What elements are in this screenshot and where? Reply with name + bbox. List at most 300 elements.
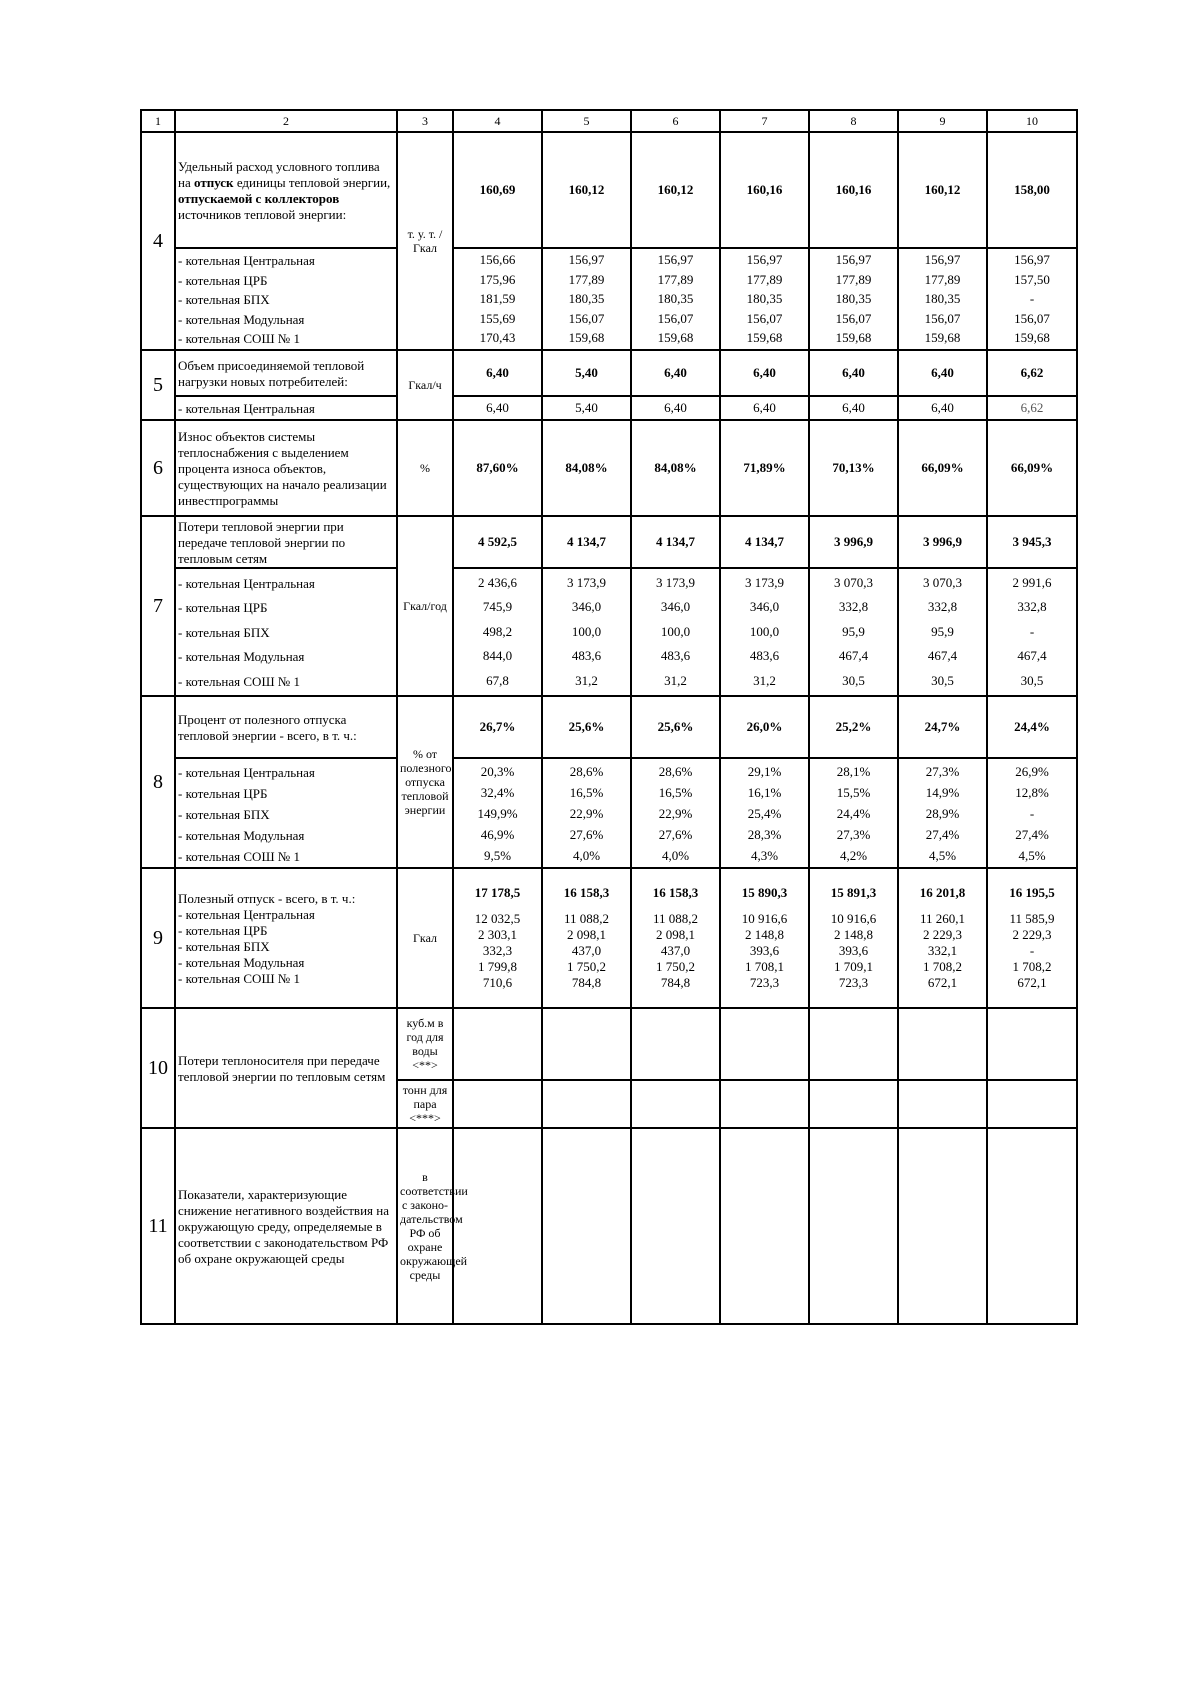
title-text: Показатели, характеризующие снижение негативного воздействия на окружающую среду, определяемые в соответствии с законодательством РФ об охране окружающей среды	[178, 1187, 389, 1266]
row-title	[175, 868, 397, 1008]
total-value: 160,16	[720, 132, 809, 248]
sub-value: 15,5%	[836, 784, 871, 800]
title-text: Процент от полезного отпуска тепловой энергии - всего, в т. ч.:	[178, 712, 357, 743]
total-value-text: 15 890,3	[741, 885, 788, 900]
row-title	[175, 350, 397, 396]
title-part: источников тепловой энергии:	[178, 207, 347, 222]
row-number: 10	[141, 1008, 175, 1128]
empty-cell	[631, 1080, 720, 1128]
sub-label: - котельная ЦРБ	[178, 785, 268, 801]
sub-value: 156,07	[835, 310, 872, 326]
row-title	[175, 132, 397, 248]
sub-value: 12 032,5	[474, 911, 521, 926]
row-number: 6	[141, 420, 175, 516]
sub-value: 159,68	[746, 330, 783, 346]
empty-cell	[809, 1080, 898, 1128]
table-row	[141, 696, 1077, 758]
table-row	[141, 132, 1077, 248]
sub-value: 28,3%	[747, 826, 782, 842]
table-row	[141, 396, 1077, 420]
sub-value: 437,0	[660, 943, 691, 958]
row-number: 9	[141, 868, 175, 1008]
total-value: 70,13%	[809, 420, 898, 516]
table-row	[141, 568, 1077, 696]
total-value	[631, 868, 720, 1008]
empty-cell	[720, 1128, 809, 1324]
empty-cell	[720, 1080, 809, 1128]
sub-value: 2 436,6	[478, 574, 517, 590]
sub-value: 483,6	[660, 648, 691, 664]
empty-cell	[453, 1080, 542, 1128]
sub-value: -	[1029, 805, 1035, 821]
sub-value: 157,50	[1014, 271, 1050, 287]
sub-value: 784,8	[660, 975, 691, 990]
sub-value: 156,97	[568, 252, 605, 268]
total-value: 3 945,3	[987, 516, 1077, 568]
sub-values	[720, 248, 809, 350]
total-value: 24,7%	[898, 696, 987, 758]
sub-value: 9,5%	[483, 847, 512, 863]
sub-value: 27,3%	[925, 763, 960, 779]
sub-labels	[175, 248, 397, 350]
sub-label: - котельная СОШ № 1	[178, 673, 300, 689]
sub-value: 156,97	[1014, 252, 1050, 268]
sub-value: 159,68	[568, 330, 605, 346]
sub-values	[631, 758, 720, 868]
title-part: отпуск	[193, 175, 234, 190]
empty-cell	[987, 1080, 1077, 1128]
sub-value: 2 229,3	[1012, 927, 1052, 942]
sub-value: 29,1%	[747, 763, 782, 779]
total-value: 6,62	[987, 350, 1077, 396]
sub-value: 437,0	[571, 943, 602, 958]
row-title	[175, 1128, 397, 1324]
sub-value: 11 088,2	[563, 911, 610, 926]
sub-value: 332,8	[838, 599, 869, 615]
sub-value: 11 585,9	[1009, 911, 1055, 926]
sub-value: 28,6%	[658, 763, 693, 779]
sub-value: 25,4%	[747, 805, 782, 821]
sub-value: 31,2	[753, 672, 776, 688]
sub-value: 346,0	[571, 599, 602, 615]
empty-cell	[898, 1128, 987, 1324]
sub-value: 156,07	[1014, 310, 1050, 326]
sub-value: 4,5%	[1018, 847, 1046, 863]
total-value: 84,08%	[542, 420, 631, 516]
empty-cell	[453, 1128, 542, 1324]
sub-values	[987, 396, 1077, 420]
sub-label: - котельная БПХ	[178, 939, 270, 954]
title-text: Потери тепловой энергии при передаче тепловой энергии по тепловым сетям	[178, 519, 346, 566]
sub-value: 177,89	[746, 271, 783, 287]
sub-label: - котельная ЦРБ	[178, 600, 268, 616]
sub-value: 393,6	[749, 943, 780, 958]
sub-value: 710,6	[482, 975, 513, 990]
total-value: 6,40	[631, 350, 720, 396]
empty-cell	[631, 1008, 720, 1080]
sub-value: 2 098,1	[656, 927, 695, 942]
total-value: 25,2%	[809, 696, 898, 758]
sub-label: - котельная СОШ № 1	[178, 848, 300, 864]
sub-value: 31,2	[664, 672, 687, 688]
header-cell: 1	[141, 110, 175, 132]
total-value: 160,12	[542, 132, 631, 248]
sub-values	[453, 568, 542, 696]
sub-value: 467,4	[927, 648, 958, 664]
total-value	[453, 868, 542, 1008]
sub-value: 6,40	[664, 400, 687, 415]
title-part: Удельный расход условного топлива на	[178, 159, 380, 190]
row-unit: тонн для пара <***>	[397, 1080, 453, 1128]
row-unit: куб.м в год для воды <**>	[397, 1008, 453, 1080]
row-unit: % от полезного отпуска тепловой энергии	[397, 696, 453, 868]
sub-label: - котельная Модульная	[178, 955, 305, 970]
sub-label: - котельная Модульная	[178, 311, 305, 327]
table-row	[141, 1128, 1077, 1324]
sub-value: 22,9%	[569, 805, 604, 821]
sub-value: 27,4%	[1015, 826, 1049, 842]
total-value: 87,60%	[453, 420, 542, 516]
sub-value: 3 173,9	[567, 574, 606, 590]
sub-values	[542, 396, 631, 420]
sub-value: 28,9%	[925, 805, 960, 821]
sub-value: 31,2	[575, 672, 598, 688]
sub-value: 2 148,8	[834, 927, 873, 942]
sub-value: 4,3%	[750, 847, 779, 863]
sub-values	[720, 396, 809, 420]
total-value-text: 16 201,8	[919, 885, 966, 900]
sub-value: 30,5	[931, 672, 954, 688]
sub-value: 156,97	[657, 252, 694, 268]
sub-value: 16,1%	[747, 784, 782, 800]
sub-value: 498,2	[482, 623, 513, 639]
header-cell: 9	[898, 110, 987, 132]
empty-cell	[720, 1008, 809, 1080]
sub-label: - котельная Центральная	[178, 575, 315, 591]
sub-value: 723,3	[749, 975, 780, 990]
row-unit: в соответствии с законо-дательством РФ об охране окружающей среды	[397, 1128, 453, 1324]
header-cell: 5	[542, 110, 631, 132]
sub-value: 156,66	[479, 252, 516, 268]
title-text: Полезный отпуск - всего, в т. ч.:	[178, 891, 356, 906]
sub-value: 1 799,8	[478, 959, 517, 974]
empty-cell	[987, 1128, 1077, 1324]
total-value: 25,6%	[631, 696, 720, 758]
sub-values	[987, 248, 1077, 350]
sub-label: - котельная Центральная	[178, 401, 315, 416]
title-text: Объем присоединяемой тепловой нагрузки новых потребителей:	[178, 358, 365, 389]
sub-value: 10 916,6	[741, 911, 788, 926]
empty-cell	[542, 1128, 631, 1324]
header-cell: 7	[720, 110, 809, 132]
sub-values	[809, 248, 898, 350]
sub-value: 346,0	[749, 599, 780, 615]
sub-value: 3 070,3	[923, 574, 962, 590]
sub-value: 177,89	[924, 271, 961, 287]
sub-value: 177,89	[657, 271, 694, 287]
sub-value: 483,6	[749, 648, 780, 664]
total-value: 66,09%	[987, 420, 1077, 516]
row-unit: Гкал	[397, 868, 453, 1008]
empty-cell	[542, 1008, 631, 1080]
header-row	[141, 110, 1077, 132]
total-value: 26,0%	[720, 696, 809, 758]
total-value-text: 16 158,3	[563, 885, 610, 900]
empty-cell	[898, 1008, 987, 1080]
sub-value: 156,97	[924, 252, 961, 268]
sub-value: 1 750,2	[567, 959, 606, 974]
sub-value: 6,40	[842, 400, 865, 415]
sub-label: - котельная Центральная	[178, 253, 315, 269]
row-title	[175, 696, 397, 758]
sub-value: 27,4%	[925, 826, 960, 842]
sub-label: - котельная БПХ	[178, 806, 270, 822]
sub-values	[453, 758, 542, 868]
sub-value: 22,9%	[658, 805, 693, 821]
sub-values	[809, 396, 898, 420]
sub-value: 332,3	[482, 943, 513, 958]
total-value: 6,40	[898, 350, 987, 396]
sub-value: 95,9	[931, 623, 954, 639]
sub-value: 2 991,6	[1012, 574, 1052, 590]
sub-value: 12,8%	[1015, 784, 1049, 800]
sub-value: 156,07	[657, 310, 694, 326]
sub-label: - котельная СОШ № 1	[178, 971, 300, 986]
sub-value: 149,9%	[477, 805, 518, 821]
sub-values	[987, 758, 1077, 868]
sub-value: 2 229,3	[923, 927, 962, 942]
sub-label: - котельная Модульная	[178, 649, 305, 665]
sub-value: 28,6%	[569, 763, 604, 779]
total-value: 24,4%	[987, 696, 1077, 758]
sub-value: 159,68	[835, 330, 872, 346]
sub-value: 26,9%	[1015, 763, 1049, 779]
sub-values	[720, 568, 809, 696]
sub-value: 6,40	[486, 400, 509, 415]
total-value-text: 16 195,5	[1009, 885, 1055, 900]
sub-value: 844,0	[482, 648, 513, 664]
sub-label: - котельная БПХ	[178, 624, 270, 640]
sub-value: 745,9	[482, 599, 513, 615]
sub-values	[542, 758, 631, 868]
indicators-table	[140, 109, 1078, 1325]
total-value: 4 592,5	[453, 516, 542, 568]
sub-values	[898, 248, 987, 350]
total-value	[809, 868, 898, 1008]
sub-value: 6,40	[931, 400, 954, 415]
header-cell: 3	[397, 110, 453, 132]
sub-value: 5,40	[575, 400, 598, 415]
empty-cell	[898, 1080, 987, 1128]
sub-value: 100,0	[660, 623, 691, 639]
sub-value: 4,2%	[839, 847, 868, 863]
sub-value: 156,07	[568, 310, 605, 326]
sub-value: 16,5%	[569, 784, 604, 800]
total-value: 6,40	[453, 350, 542, 396]
sub-value: 159,68	[924, 330, 961, 346]
total-value-text: 17 178,5	[474, 885, 521, 900]
sub-value: 467,4	[838, 648, 869, 664]
sub-value: 175,96	[479, 271, 516, 287]
sub-value: 1 708,2	[1012, 959, 1052, 974]
sub-value: 24,4%	[836, 805, 871, 821]
empty-cell	[453, 1008, 542, 1080]
total-value: 158,00	[987, 132, 1077, 248]
sub-label: - котельная Центральная	[178, 764, 315, 780]
sub-value: 393,6	[838, 943, 869, 958]
sub-values	[898, 568, 987, 696]
total-value: 3 996,9	[809, 516, 898, 568]
sub-value: 6,40	[753, 400, 776, 415]
sub-value: 3 070,3	[834, 574, 873, 590]
sub-values	[898, 758, 987, 868]
sub-values	[809, 758, 898, 868]
total-value: 160,16	[809, 132, 898, 248]
sub-value: 67,8	[486, 672, 509, 688]
total-value-text: 15 891,3	[830, 885, 877, 900]
sub-value: 156,97	[835, 252, 872, 268]
sub-value: 30,5	[1020, 672, 1044, 688]
sub-values	[631, 248, 720, 350]
sub-value: -	[1029, 291, 1035, 307]
sub-value: 1 708,2	[923, 959, 962, 974]
sub-value: 95,9	[842, 623, 865, 639]
sub-value: 177,89	[835, 271, 872, 287]
sub-values	[453, 248, 542, 350]
total-value: 160,12	[631, 132, 720, 248]
sub-value: 3 173,9	[745, 574, 784, 590]
sub-values	[898, 396, 987, 420]
sub-value: 1 709,1	[834, 959, 873, 974]
total-value: 6,40	[720, 350, 809, 396]
sub-value: 723,3	[838, 975, 869, 990]
header-cell: 10	[987, 110, 1077, 132]
table-row	[141, 758, 1077, 868]
total-value	[987, 868, 1077, 1008]
sub-labels	[175, 568, 397, 696]
sub-label: - котельная Центральная	[178, 907, 315, 922]
sub-value: 180,35	[924, 291, 961, 307]
sub-value: 14,9%	[925, 784, 960, 800]
header-cell: 8	[809, 110, 898, 132]
sub-value: 27,3%	[836, 826, 871, 842]
total-value: 25,6%	[542, 696, 631, 758]
sub-value: 156,07	[924, 310, 961, 326]
sub-label: - котельная ЦРБ	[178, 272, 268, 288]
sub-value: 159,68	[657, 330, 694, 346]
total-value: 71,89%	[720, 420, 809, 516]
empty-cell	[987, 1008, 1077, 1080]
sub-value: 156,07	[746, 310, 783, 326]
sub-value: 4,5%	[928, 847, 957, 863]
header-cell: 4	[453, 110, 542, 132]
sub-value: 180,35	[657, 291, 694, 307]
row-unit: Гкал/год	[397, 516, 453, 696]
row-number: 4	[141, 132, 175, 350]
sub-values	[542, 568, 631, 696]
total-value: 160,12	[898, 132, 987, 248]
sub-value: 784,8	[571, 975, 602, 990]
table-row	[141, 350, 1077, 396]
sub-value: 332,8	[1017, 599, 1047, 615]
sub-value: 2 303,1	[478, 927, 517, 942]
sub-value: -	[1029, 623, 1035, 639]
sub-value: 2 098,1	[567, 927, 606, 942]
sub-value: 16,5%	[658, 784, 693, 800]
total-value: 6,40	[809, 350, 898, 396]
sub-value: 6,62	[1020, 400, 1044, 415]
sub-value: 181,59	[479, 291, 516, 307]
row-title	[175, 420, 397, 516]
sub-values	[720, 758, 809, 868]
empty-cell	[809, 1008, 898, 1080]
sub-value: 672,1	[1017, 975, 1047, 990]
row-title: Потери теплоносителя при передаче тепловой энергии по тепловым сетям	[175, 1008, 397, 1128]
sub-value: 20,3%	[480, 763, 515, 779]
sub-value: 483,6	[571, 648, 602, 664]
sub-value: 30,5	[842, 672, 865, 688]
sub-value: 11 088,2	[652, 911, 699, 926]
empty-cell	[631, 1128, 720, 1324]
sub-labels	[175, 396, 397, 420]
table-row	[141, 868, 1077, 1008]
sub-value: 467,4	[1017, 648, 1047, 664]
sub-value: 1 708,1	[745, 959, 784, 974]
sub-value: 27,6%	[658, 826, 693, 842]
empty-cell	[542, 1080, 631, 1128]
row-number: 11	[141, 1128, 175, 1324]
sub-value: 46,9%	[480, 826, 515, 842]
title-part: единицы тепловой энергии,	[233, 175, 391, 190]
sub-value: 180,35	[835, 291, 872, 307]
total-value	[898, 868, 987, 1008]
sub-value: 4,0%	[572, 847, 601, 863]
title-text: Износ объектов системы теплоснабжения с выделением процента износа объектов, существующих на начало реализации инвестпрограммы	[178, 429, 387, 508]
sub-value: 159,68	[1014, 330, 1050, 346]
row-number: 7	[141, 516, 175, 696]
sub-value: 346,0	[660, 599, 691, 615]
sub-value: 4,0%	[661, 847, 690, 863]
sub-value: 180,35	[568, 291, 605, 307]
sub-label: - котельная Модульная	[178, 827, 305, 843]
sub-value: 180,35	[746, 291, 783, 307]
row-number: 8	[141, 696, 175, 868]
row-number: 5	[141, 350, 175, 420]
sub-value: 2 148,8	[745, 927, 784, 942]
sub-label: - котельная ЦРБ	[178, 923, 268, 938]
sub-value: 100,0	[571, 623, 602, 639]
sub-label: - котельная БПХ	[178, 292, 270, 308]
row-unit: %	[397, 420, 453, 516]
sub-value: 1 750,2	[656, 959, 695, 974]
sub-values	[809, 568, 898, 696]
sub-labels	[175, 758, 397, 868]
total-value: 4 134,7	[542, 516, 631, 568]
sub-value: 100,0	[749, 623, 780, 639]
sub-values	[453, 396, 542, 420]
sub-values	[542, 248, 631, 350]
total-value: 4 134,7	[631, 516, 720, 568]
sub-value: 332,1	[927, 943, 958, 958]
table-row	[141, 516, 1077, 568]
row-title	[175, 516, 397, 568]
sub-values	[987, 568, 1077, 696]
empty-cell	[809, 1128, 898, 1324]
sub-value: 3 173,9	[656, 574, 695, 590]
sub-values	[631, 396, 720, 420]
header-cell: 2	[175, 110, 397, 132]
sub-value: -	[1029, 943, 1035, 958]
